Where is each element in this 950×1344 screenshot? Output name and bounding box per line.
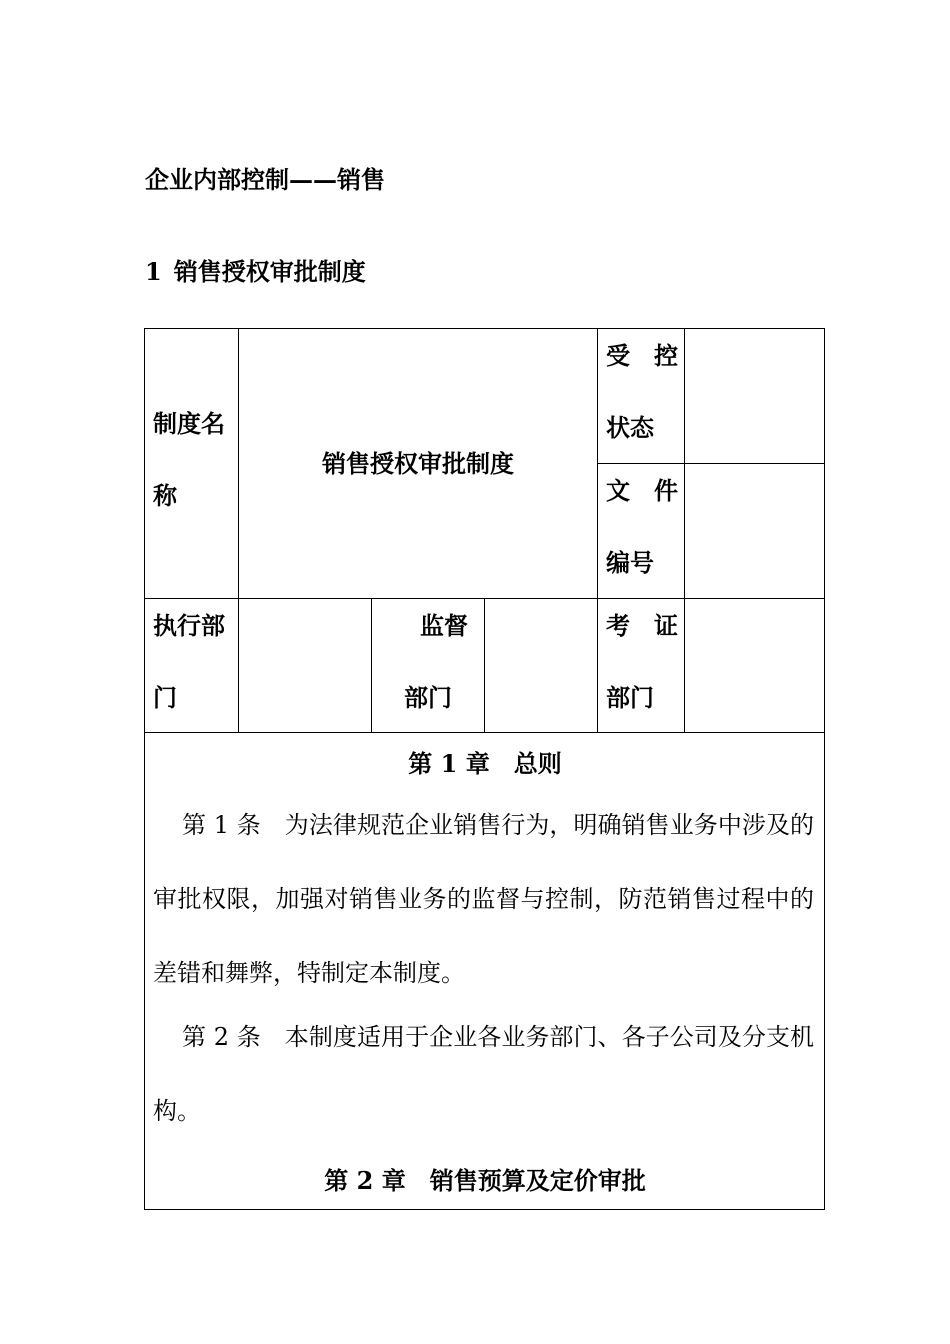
article-1: 第 1 条 为法律规范企业销售行为，明确销售业务中涉及的审批权限，加强对销售业务的监督与控制，防范销售过程中的差错和舞弊，特制定本制度。 — [153, 811, 814, 987]
section-title — [145, 252, 366, 287]
article-2: 第 2 条 本制度适用于企业各业务部门、各子公司及分支机构。 — [153, 1023, 814, 1125]
chapter-1-title: 第 1 章 总则 — [408, 749, 562, 778]
supervise-dept-label: 监督 部门 — [404, 611, 468, 712]
file-number-label: 文 件 编号 — [606, 476, 678, 577]
document-title: 企业内部控制——销售 — [145, 165, 385, 194]
chapter-2-title: 第 2 章 销售预算及定价审批 — [324, 1166, 646, 1195]
controlled-status-label: 受 控 状态 — [606, 341, 678, 442]
section-title-text: 销售授权审批制度 — [173, 257, 366, 286]
policy-name-value: 销售授权审批制度 — [322, 449, 514, 478]
policy-name-label: 制度名 称 — [153, 409, 225, 510]
exec-dept-label: 执行部 门 — [153, 611, 225, 712]
section-number: 1 — [145, 257, 162, 286]
exam-dept-label: 考 证 部门 — [606, 611, 678, 712]
